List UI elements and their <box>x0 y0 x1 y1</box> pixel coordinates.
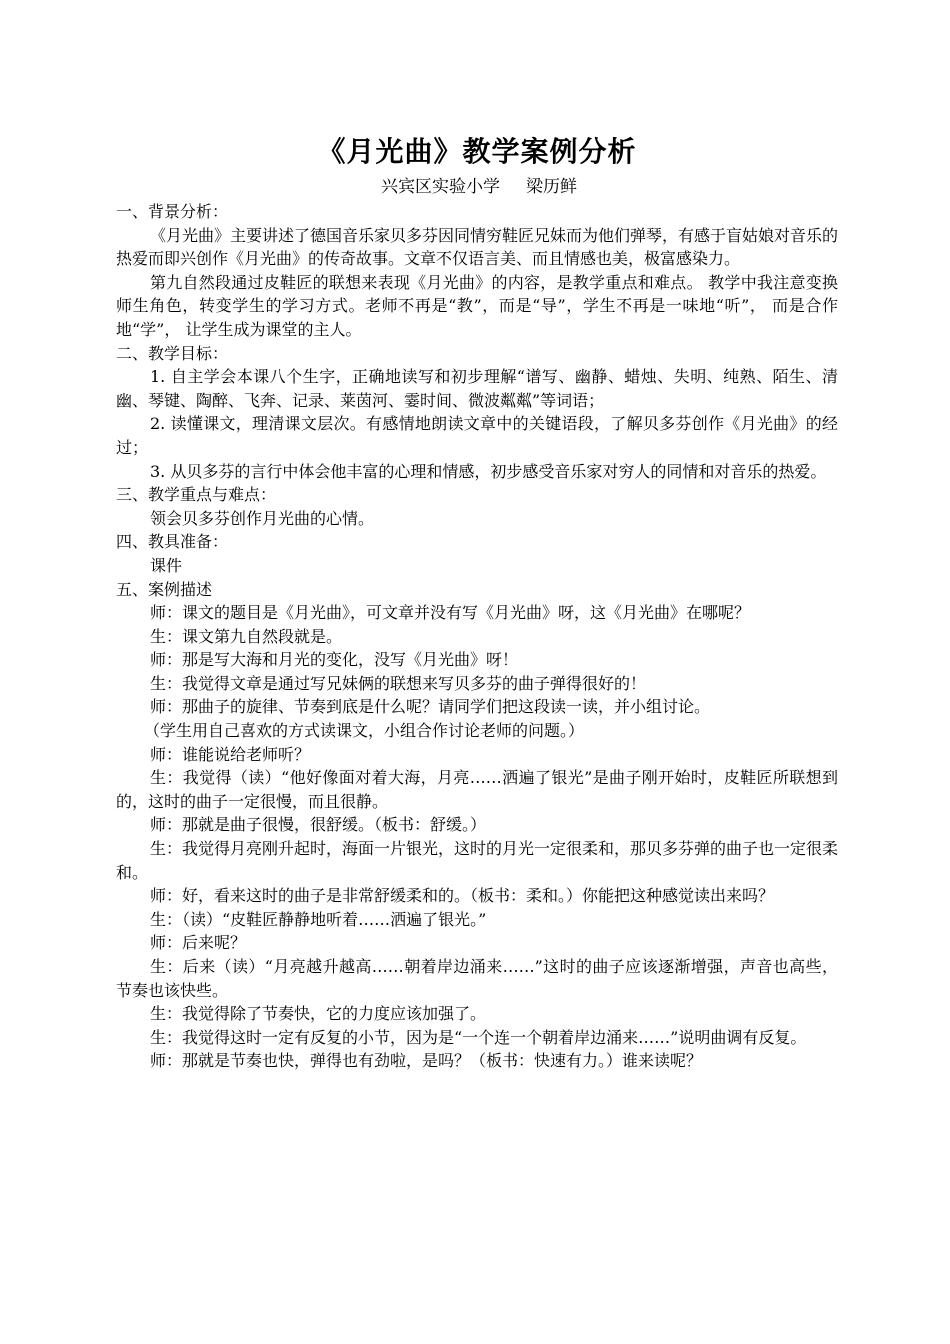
author-line <box>116 174 838 200</box>
dialogue-line: 生：我觉得这时一定有反复的小节，因为是“一个连一个朝着岸边涌来……”说明曲调有反复。 <box>150 1027 807 1047</box>
focus-text: 领会贝多芬创作月光曲的心情。 <box>150 508 375 528</box>
dialogue-line: 师：那就是节奏也快，弹得也有劲啦，是吗？（板书：快速有力。）谁来读呢？ <box>150 1051 703 1071</box>
background-paragraph-1: 《月光曲》主要讲述了德国音乐家贝多芬因同情穷鞋匠兄妹而为他们弹琴，有感于盲姑娘对音乐的热爱而即兴创作《月光曲》的传奇故事。文章不仅语言美、而且情感也美，极富感染力。 <box>116 225 839 269</box>
dialogue-line: 生：（读）“皮鞋匠静静地听着……洒遍了银光。” <box>150 909 487 929</box>
dialogue-line: 生：我觉得除了节奏快，它的力度应该加强了。 <box>150 1004 487 1024</box>
dialogue-line: 师：那曲子的旋律、节奏到底是什么呢？请同学们把这段读一读，并小组讨论。 <box>150 697 711 717</box>
section-heading-materials: 四、教具准备： <box>116 532 229 552</box>
dialogue-line: 生：我觉得（读）“他好像面对着大海，月亮……洒遍了银光”是曲子刚开始时，皮鞋匠所联想到的，这时的曲子一定很慢，而且很静。 <box>116 768 838 811</box>
section-heading-goals: 二、教学目标： <box>116 343 229 363</box>
dialogue-line: 师：课文的题目是《月光曲》，可文章并没有写《月光曲》呀，这《月光曲》在哪呢？ <box>150 603 751 623</box>
dialogue-line: 生：课文第九自然段就是。 <box>150 626 343 646</box>
dialogue-line: 生：我觉得月亮刚升起时，海面一片银光，这时的月光一定很柔和，那贝多芬弹的曲子也一定很柔和。 <box>116 839 839 882</box>
stage-direction: （学生用自己喜欢的方式读课文，小组合作讨论老师的问题。） <box>144 721 585 741</box>
dialogue-line: 生：后来（读）“月亮越升越高……朝着岸边涌来……”这时的曲子应该逐渐增强，声音也高些，节奏也该快些。 <box>116 957 838 1000</box>
background-paragraph-2: 第九自然段通过皮鞋匠的联想来表现《月光曲》的内容，是教学重点和难点。 教学中我注意变换师生角色，转变学生的学习方式。老师不再是“教”，而是“导”，学生不再是一味地“听”， 而是合作地“学”， 让学生成为课堂的主人。 <box>116 272 838 339</box>
goal-item-3: 3. 从贝多芬的言行中体会他丰富的心理和情感，初步感受音乐家对穷人的同情和对音乐的热爱。 <box>150 461 827 481</box>
section-heading-case: 五、案例描述 <box>116 579 213 599</box>
document-title: 《月光曲》教学案例分析 <box>317 135 637 168</box>
section-heading-background: 一、背景分析： <box>116 202 229 221</box>
goal-item-2: 2. 读懂课文，理清课文层次。有感情地朗读文章中的关键语段，了解贝多芬创作《月光曲》的经过； <box>116 414 838 457</box>
dialogue-line: 师：那是写大海和月光的变化，没写《月光曲》呀！ <box>150 650 519 670</box>
dialogue-line: 师：后来呢？ <box>150 933 247 953</box>
dialogue-line: 师：那就是曲子很慢，很舒缓。（板书：舒缓。） <box>150 815 487 835</box>
document-page <box>116 130 838 1073</box>
dialogue-line: 师：谁能说给老师听？ <box>150 744 311 764</box>
dialogue-line: 师：好，看来这时的曲子是非常舒缓柔和的。（板书：柔和。）你能把这种感觉读出来吗？ <box>150 886 775 906</box>
author-name: 梁历鲜 <box>526 177 577 197</box>
section-heading-focus: 三、教学重点与难点： <box>116 485 277 505</box>
goal-item-1: 1. 自主学会本课八个生字，正确地读写和初步理解“谱写、幽静、蜡烛、失明、纯熟、陌生、清幽、琴键、陶醉、飞奔、记录、莱茵河、霎时间、微波粼粼”等词语； <box>116 367 838 410</box>
dialogue-line: 生：我觉得文章是通过写兄妹俩的联想来写贝多芬的曲子弹得很好的！ <box>150 673 647 693</box>
materials-text: 课件 <box>150 555 183 575</box>
author-school: 兴宾区实验小学 <box>381 177 500 197</box>
